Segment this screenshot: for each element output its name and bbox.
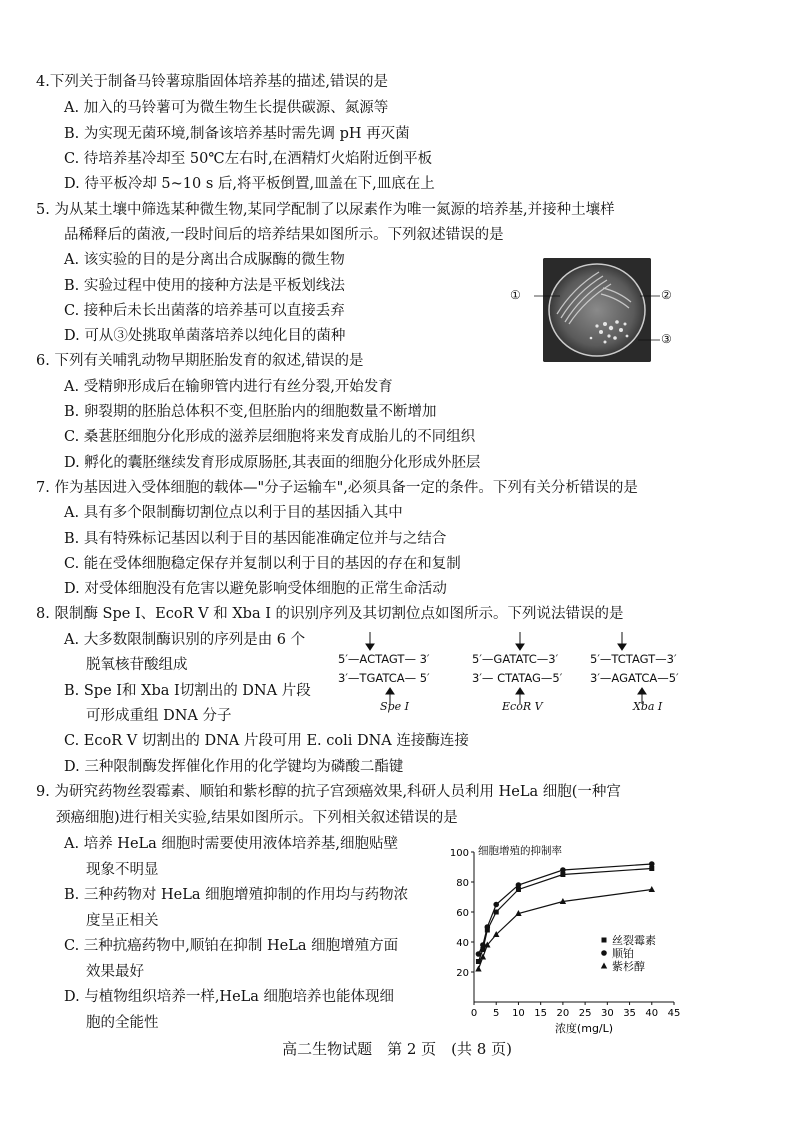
question-4-stem: 4.下列关于制备马铃薯琼脂固体培养基的描述,错误的是 [36,74,388,90]
question-9-stem-line2: 颈癌细胞)进行相关实验,结果如图所示。下列相关叙述错误的是 [56,810,458,826]
question-7-option-c: C. 能在受体细胞稳定保存并复制以利于目的基因的存在和复制 [64,556,461,572]
x-tick-label: 40 [645,1008,659,1019]
ecorv-bottom-strand: 3′— CTATAG—5′ [472,671,563,685]
label-3: ③ [661,332,672,346]
question-4-option-d: D. 待平板冷却 5~10 s 后,将平板倒置,皿盖在下,皿底在上 [64,176,435,192]
question-5-stem-line1: 5. 为从某土壤中筛选某种微生物,某同学配制了以尿素作为唯一氮源的培养基,并接种土壤样 [36,202,615,218]
legend-marker [601,950,607,956]
question-8-stem: 8. 限制酶 Spe Ⅰ、EcoR Ⅴ 和 Xba Ⅰ 的识别序列及其切割位点如图所示。下列说法错误的是 [36,606,624,622]
legend-marker [602,938,607,943]
question-9-option-b-line2: 度呈正相关 [86,913,159,929]
y-tick-label: 40 [456,938,469,949]
data-point [475,966,481,972]
question-9-option-a-line2: 现象不明显 [86,862,159,878]
y-tick-label: 100 [449,848,469,859]
x-tick-label: 35 [623,1008,636,1019]
x-axis-label: 浓度(mg/L) [554,1022,614,1035]
x-tick-label: 30 [600,1008,614,1019]
question-6-stem: 6. 下列有关哺乳动物早期胚胎发育的叙述,错误的是 [36,353,364,369]
x-tick-label: 0 [470,1008,478,1019]
legend-label: 丝裂霉素 [612,934,656,947]
question-7-option-a: A. 具有多个限制酶切割位点以利于目的基因插入其中 [64,505,403,521]
ecorv-top-strand: 5′—GATATC—3′ [472,652,559,666]
x-tick-label: 45 [667,1008,681,1019]
x-tick-label: 5 [493,1008,500,1019]
question-5-option-c: C. 接种后未长出菌落的培养基可以直接丢弃 [64,303,345,319]
x-tick-label: 25 [578,1008,592,1019]
question-5-stem-line2: 品稀释后的菌液,一段时间后的培养结果如图所示。下列叙述错误的是 [64,227,504,243]
xba1-top-strand: 5′—TCTAGT—3′ [590,652,677,666]
question-9-option-c-line1: C. 三种抗癌药物中,顺铂在抑制 HeLa 细胞增殖方面 [64,938,399,954]
question-8-option-d: D. 三种限制酶发挥催化作用的化学键均为磷酸二酯键 [64,759,404,775]
question-4-option-b: B. 为实现无菌环境,制备该培养基时需先调 pH 再灭菌 [64,126,410,142]
legend-label: 顺铂 [612,947,634,960]
xba1-bottom-strand: 3′—AGATCA—5′ [590,671,679,685]
y-tick-label: 60 [456,908,469,919]
spe1-label: Spe Ⅰ [380,700,409,713]
question-4-option-c: C. 待培养基冷却至 50℃左右时,在酒精灯火焰附近倒平板 [64,151,433,167]
y-tick-label: 80 [456,878,469,889]
xba1-label: Xba Ⅰ [633,700,663,713]
data-point [649,861,655,867]
question-8-option-a-line2: 脱氧核苷酸组成 [86,657,188,673]
question-9-option-b-line1: B. 三种药物对 HeLa 细胞增殖抑制的作用均与药物浓 [64,887,409,903]
label-2: ② [661,288,672,302]
spe1-bottom-strand: 3′—TGATCA— 5′ [338,671,430,685]
ecorv-label: EcoR Ⅴ [502,700,543,713]
question-6-option-a: A. 受精卵形成后在输卵管内进行有丝分裂,开始发育 [64,379,393,395]
data-point [516,882,522,888]
spe1-top-strand: 5′—ACTAGT— 3′ [338,652,430,666]
label-1: ① [510,288,521,302]
question-5-option-b: B. 实验过程中使用的接种方法是平板划线法 [64,278,345,294]
question-7-stem: 7. 作为基因进入受体细胞的载体—"分子运输车",必须具备一定的条件。下列有关分析错误的是 [36,480,638,496]
question-8-option-c: C. EcoR Ⅴ 切割出的 DNA 片段可用 E. coli DNA 连接酶连接 [64,733,469,749]
question-6-option-b: B. 卵裂期的胚胎总体积不变,但胚胎内的细胞数量不断增加 [64,404,437,420]
legend-marker [601,963,607,969]
question-4-option-a: A. 加入的马铃薯可为微生物生长提供碳源、氮源等 [64,100,389,116]
question-8-option-a-line1: A. 大多数限制酶识别的序列是由 6 个 [64,632,306,648]
question-5-option-a: A. 该实验的目的是分离出合成脲酶的微生物 [64,252,345,268]
question-6-option-d: D. 孵化的囊胚继续发育形成原肠胚,其表面的细胞分化形成外胚层 [64,455,481,471]
legend-label: 紫杉醇 [612,960,645,973]
chart-title: 细胞增殖的抑制率 [478,845,562,857]
x-tick-label: 10 [512,1008,525,1019]
data-point [493,902,499,908]
question-8-option-b-line2: 可形成重组 DNA 分子 [86,708,232,724]
page-footer: 高二生物试题 第 2 页 (共 8 页) [282,1040,512,1058]
question-9-option-d-line1: D. 与植物组织培养一样,HeLa 细胞培养也能体现细 [64,989,395,1005]
y-tick-label: 20 [456,968,469,979]
question-9-stem-line1: 9. 为研究药物丝裂霉素、顺铂和紫杉醇的抗子宫颈癌效果,科研人员利用 HeLa 细胞(一种宫 [36,784,621,800]
question-9-option-a-line1: A. 培养 HeLa 细胞时需要使用液体培养基,细胞贴壁 [64,836,399,852]
data-point [649,886,655,892]
question-6-option-c: C. 桑葚胚细胞分化形成的滋养层细胞将来发育成胎儿的不同组织 [64,429,476,445]
data-point [560,867,566,873]
x-tick-label: 20 [556,1008,570,1019]
question-9-option-c-line2: 效果最好 [86,964,144,980]
data-point [485,924,491,930]
data-point [476,951,482,957]
question-5-option-d: D. 可从③处挑取单菌落培养以纯化目的菌种 [64,328,346,344]
question-7-option-b: B. 具有特殊标记基因以利于目的基因能准确定位并与之结合 [64,531,447,547]
inhibition-rate-chart [440,838,700,1038]
x-tick-label: 15 [534,1008,548,1019]
question-7-option-d: D. 对受体细胞没有危害以避免影响受体细胞的正常生命活动 [64,581,447,597]
question-9-option-d-line2: 胞的全能性 [86,1015,159,1031]
question-8-option-b-line1: B. Spe Ⅰ和 Xba Ⅰ切割出的 DNA 片段 [64,683,311,699]
